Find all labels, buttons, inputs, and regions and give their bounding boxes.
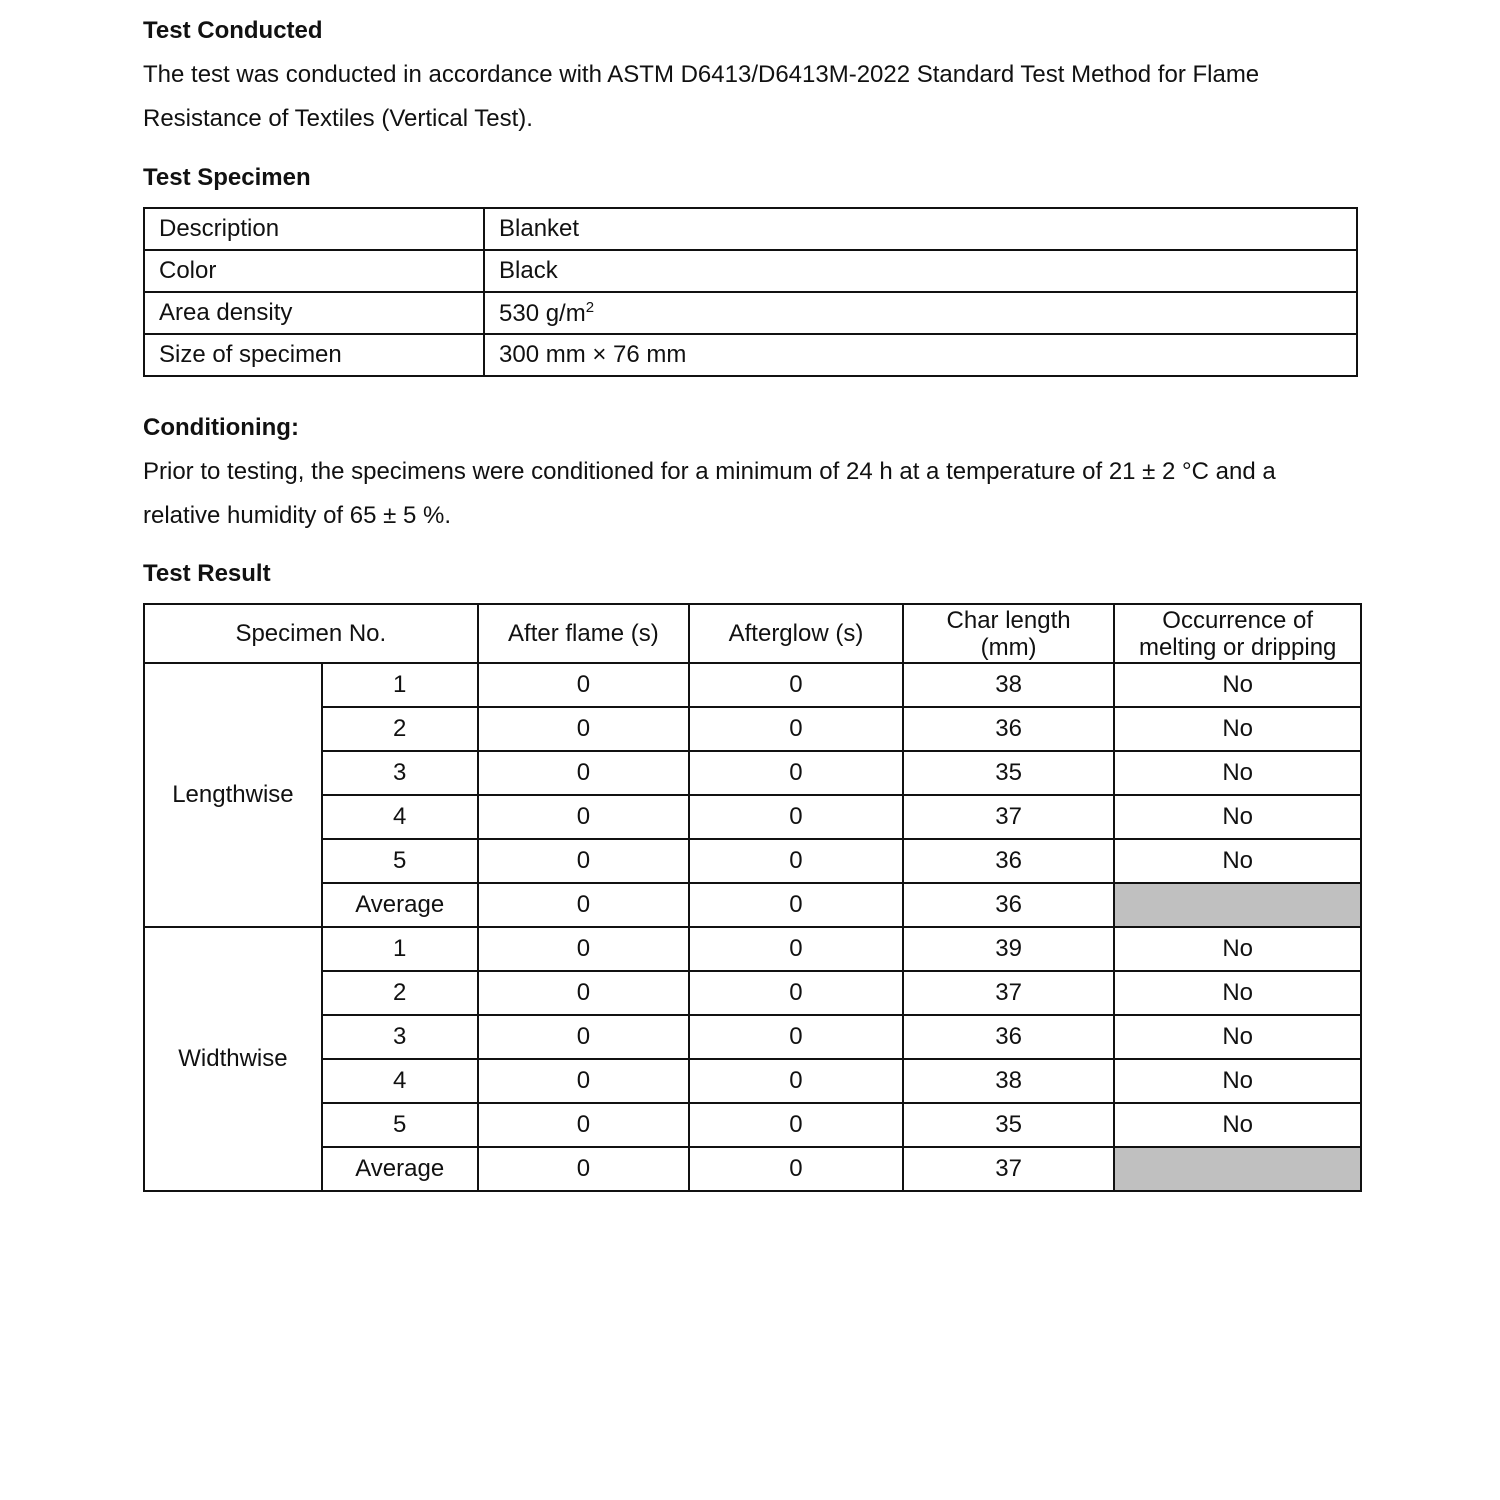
spec-value: Black (484, 250, 1357, 292)
table-row (144, 1015, 1361, 1059)
col-after-flame: After flame (s) (478, 604, 690, 663)
cell-char-length: 39 (903, 927, 1115, 971)
col-char-length (903, 604, 1115, 663)
cell-after-flame: 0 (478, 927, 690, 971)
cell-no: 1 (322, 663, 478, 707)
cell-melting: No (1114, 1015, 1361, 1059)
cell-after-flame: 0 (478, 1059, 690, 1103)
test-conducted-line-2: Resistance of Textiles (Vertical Test). (143, 105, 533, 132)
cell-after-flame: 0 (478, 751, 690, 795)
group-lengthwise: Lengthwise (144, 663, 322, 927)
cell-char-length: 36 (903, 707, 1115, 751)
cell-melting: No (1114, 795, 1361, 839)
table-row (144, 927, 1361, 971)
cell-afterglow: 0 (689, 839, 903, 883)
spec-value: 300 mm × 76 mm (484, 334, 1357, 376)
cell-afterglow: 0 (689, 1103, 903, 1147)
cell-after-flame: 0 (478, 663, 690, 707)
cell-melting: No (1114, 663, 1361, 707)
cell-afterglow: 0 (689, 663, 903, 707)
cell-char-length: 36 (903, 1015, 1115, 1059)
table-row (144, 839, 1361, 883)
table-row-average (144, 883, 1361, 927)
cell-char-length: 36 (903, 839, 1115, 883)
col-char-length-line1: Char length (946, 606, 1071, 634)
col-specimen-no: Specimen No. (144, 604, 478, 663)
group-widthwise: Widthwise (144, 927, 322, 1191)
table-row (144, 971, 1361, 1015)
cell-afterglow: 0 (689, 1147, 903, 1191)
cell-no: 1 (322, 927, 478, 971)
cell-after-flame: 0 (478, 1103, 690, 1147)
spec-value-text: 530 g/m (499, 299, 586, 327)
cell-melting: No (1114, 707, 1361, 751)
superscript: 2 (585, 298, 595, 316)
spec-label: Size of specimen (144, 334, 484, 376)
cell-melting: No (1114, 751, 1361, 795)
test-conducted-line-1: The test was conducted in accordance with ASTM D6413/D6413M-2022 Standard Test Method for Flame (143, 61, 1260, 88)
spec-label: Description (144, 208, 484, 250)
col-afterglow: Afterglow (s) (689, 604, 903, 663)
cell-after-flame: 0 (478, 1147, 690, 1191)
cell-after-flame: 0 (478, 1015, 690, 1059)
spec-value: Blanket (484, 208, 1357, 250)
cell-no: 4 (322, 1059, 478, 1103)
cell-melting-shaded (1114, 1147, 1361, 1191)
table-row-average (144, 1147, 1361, 1191)
cell-after-flame: 0 (478, 971, 690, 1015)
table-row (144, 1103, 1361, 1147)
cell-afterglow: 0 (689, 707, 903, 751)
conditioning-line-2: relative humidity of 65 ± 5 %. (143, 502, 451, 529)
spec-label: Area density (144, 292, 484, 334)
test-specimen-heading: Test Specimen (143, 164, 311, 191)
cell-no: 3 (322, 751, 478, 795)
test-conducted-heading: Test Conducted (143, 17, 323, 44)
col-melting-line1: Occurrence of (1162, 606, 1314, 634)
cell-no: 4 (322, 795, 478, 839)
cell-melting: No (1114, 971, 1361, 1015)
cell-afterglow: 0 (689, 795, 903, 839)
table-header-row (144, 604, 1361, 663)
cell-no: 2 (322, 971, 478, 1015)
cell-char-length: 37 (903, 971, 1115, 1015)
cell-char-length: 38 (903, 663, 1115, 707)
table-row (144, 208, 1357, 250)
table-row (144, 795, 1361, 839)
cell-afterglow: 0 (689, 1015, 903, 1059)
table-row (144, 751, 1361, 795)
cell-char-length: 38 (903, 1059, 1115, 1103)
conditioning-heading: Conditioning: (143, 414, 299, 441)
cell-no: 5 (322, 839, 478, 883)
cell-after-flame: 0 (478, 707, 690, 751)
col-melting-line2: melting or dripping (1138, 633, 1337, 661)
cell-melting: No (1114, 1059, 1361, 1103)
cell-afterglow: 0 (689, 883, 903, 927)
cell-afterglow: 0 (689, 971, 903, 1015)
cell-after-flame: 0 (478, 795, 690, 839)
cell-melting: No (1114, 1103, 1361, 1147)
table-row (144, 334, 1357, 376)
table-row (144, 250, 1357, 292)
conditioning-line-1: Prior to testing, the specimens were conditioned for a minimum of 24 h at a temperature of 21 ± 2 °C and a (143, 458, 1276, 485)
cell-melting-shaded (1114, 883, 1361, 927)
table-row (144, 292, 1357, 334)
cell-afterglow: 0 (689, 751, 903, 795)
specimen-table (143, 207, 1358, 377)
cell-after-flame: 0 (478, 883, 690, 927)
cell-char-length: 37 (903, 1147, 1115, 1191)
col-melting (1114, 604, 1361, 663)
result-table (143, 603, 1362, 1192)
spec-value (484, 292, 1357, 334)
cell-no: Average (322, 883, 478, 927)
cell-no: 2 (322, 707, 478, 751)
cell-after-flame: 0 (478, 839, 690, 883)
spec-label: Color (144, 250, 484, 292)
table-row (144, 1059, 1361, 1103)
col-char-length-line2: (mm) (980, 633, 1037, 661)
table-row (144, 663, 1361, 707)
cell-no: 5 (322, 1103, 478, 1147)
test-result-heading: Test Result (143, 560, 271, 587)
table-row (144, 707, 1361, 751)
cell-no: Average (322, 1147, 478, 1191)
cell-afterglow: 0 (689, 1059, 903, 1103)
cell-char-length: 37 (903, 795, 1115, 839)
cell-no: 3 (322, 1015, 478, 1059)
cell-char-length: 35 (903, 751, 1115, 795)
cell-melting: No (1114, 927, 1361, 971)
cell-char-length: 35 (903, 1103, 1115, 1147)
cell-char-length: 36 (903, 883, 1115, 927)
cell-afterglow: 0 (689, 927, 903, 971)
cell-melting: No (1114, 839, 1361, 883)
